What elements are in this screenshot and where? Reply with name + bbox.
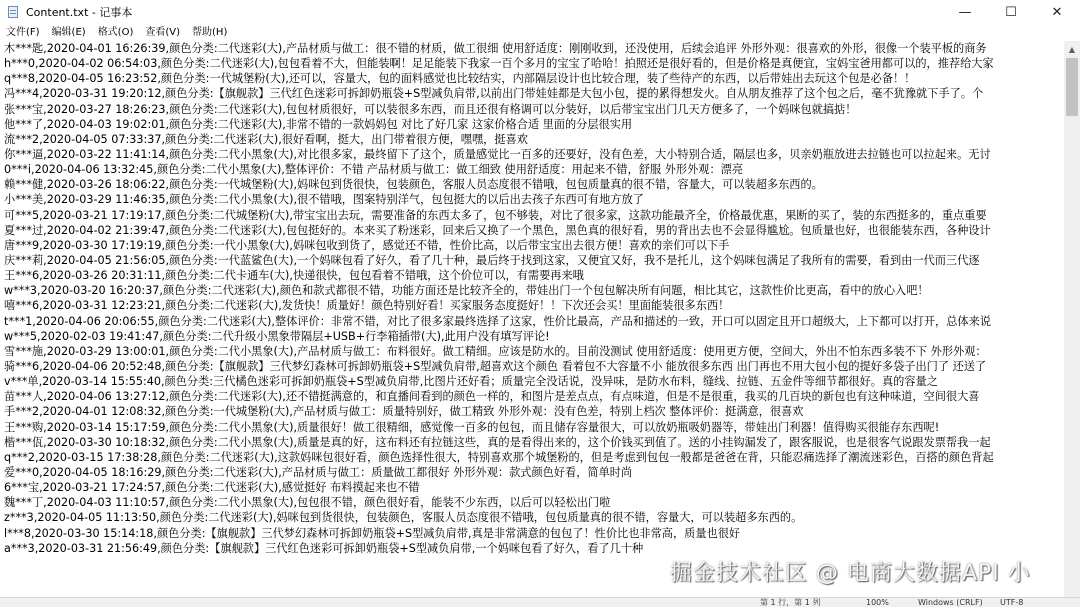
text-editor[interactable] [0,41,1064,597]
text-line: a***3,2020-03-31 21:56:49,颜色分类:【旗舰款】三代红色迷彩可拆卸奶瓶袋+S型减负肩带,一个妈咪包看了好久，看了几十种 [4,541,644,555]
menu-view[interactable]: 查看(V) [145,27,181,38]
window-title: Content.txt - 记事本 [26,6,133,19]
text-line: 骑***6,2020-04-06 20:52:48,颜色分类:【旗舰款】三代梦幻森林可拆卸奶瓶袋+S型减负肩带,超喜欢这个颜色 看着包不大容量不小 能放很多东西 出门再也不用大包小包的提好多袋子出门了 还送了 [4,359,987,373]
text-line: 可***5,2020-03-21 17:19:17,颜色分类:二代城堡粉(大),带宝宝出去玩，需要准备的东西太多了，包不够装，对比了很多家，这款功能最齐全，价格最优惠，果断的买了，装的东西挺多的，重点重要 [4,208,987,222]
text-line: 魏***丁,2020-04-03 11:10:57,颜色分类:二代小黑象(大),包包很不错，颜色很好看，能装不少东西，以后可以轻松出门啦 [4,496,611,510]
text-line: q***8,2020-04-05 16:23:52,颜色分类:一代城堡粉(大),还可以，容量大，包的面料感觉也比较结实，内部隔层设计也比较合理，装了些待产的东西，以后带娃出去玩这个包是必备！！ [4,72,916,86]
notepad-icon [6,5,20,19]
window-controls [942,0,1080,24]
text-line: l***8,2020-03-30 15:14:18,颜色分类:【旗舰款】三代梦幻森林可拆卸奶瓶袋+S型减负肩带,真是非常满意的包包了！性价比也非常高，质量也很好 [4,526,741,540]
text-line: 王***6,2020-03-26 20:31:11,颜色分类:二代卡通车(大),快递很快，包包看着不错哦，这个价位可以，有需要再来哦 [4,269,584,283]
watermark: 掘金技术社区 @ 电商大数据API 小 [670,561,1031,586]
close-button[interactable]: ✕ [1051,4,1063,20]
text-line: 流***2,2020-04-05 07:33:37,颜色分类:二代迷彩(大),很好看啊，挺大，出门带着很方便，嘿嘿，挺喜欢 [4,132,528,146]
minimize-button[interactable]: — [958,4,972,20]
text-line: 王***购,2020-03-14 15:17:59,颜色分类:二代小黑象(大),质量很好！做工很精细，感觉像一百多的包包，而且储存容量很大，可以放奶瓶吸奶器等，带娃出门利器！值得购买很能存东西呢! [4,420,940,434]
text-line: h***0,2020-04-02 06:54:03,颜色分类:二代迷彩(大),包包看着不大，但能装啊！足足能装下我家一百个多月的宝宝了哈哈！拍照还是很好看的，但是价格是真便宜，宝妈宝爸用都可以的，推荐给大家 [4,57,994,71]
text-line: 夏***过,2020-04-02 21:39:47,颜色分类:二代迷彩(大),包包挺好的。本来买了粉迷彩，回来后又换了一个黑色，黑色真的很好看，男的背出去也不会显得尴尬。包质量也好，也很能装东西，各种设计 [4,223,991,237]
status-eol: Windows (CRLF) [918,598,983,607]
menu-file[interactable]: 文件(F) [6,27,40,38]
menu-edit[interactable]: 编辑(E) [51,27,86,38]
text-line: q***2,2020-03-15 17:38:28,颜色分类:二代迷彩(大),这款妈咪包很好看，颜色选择性很大，特别喜欢那个城堡粉的，但是考虑到包包一般都是爸爸在背，只能忍痛选择了潮流迷彩色，百搭的颜色背起 [4,450,994,464]
text-line: 6***宝,2020-03-21 17:24:57,颜色分类:二代迷彩(大),感觉挺好 布料摸起来也不错 [4,481,420,495]
menu-format[interactable]: 格式(O) [97,27,134,38]
text-line: 小***美,2020-03-29 11:46:35,颜色分类:二代小黑象(大),很不错哦，图案特别洋气，包包挺大的以后出去孩子东西可有地方放了 [4,193,644,207]
menu-help[interactable]: 帮助(H) [192,27,228,38]
text-line: 你***逼,2020-03-22 11:41:14,颜色分类:二代小黑象(大),对比很多家，最终留下了这个，质量感觉比一百多的还要好，没有色差，大小特别合适，隔层也多，贝亲奶瓶放进去拉链也可以拉起来。无讨 [4,147,991,161]
maximize-button[interactable]: ☐ [1005,4,1017,20]
text-line: 木***匙,2020-04-01 16:26:39,颜色分类:二代迷彩(大),产品材质与做工：很不错的材质，做工很细 使用舒适度：刚刚收到，还没使用，后续会追评 外形外观：很喜欢的外形，很像一个装平板的商务 [4,42,987,55]
status-encoding: UTF-8 [1000,598,1024,607]
vertical-scrollbar[interactable] [1064,41,1080,597]
text-line: w***3,2020-03-20 16:20:37,颜色分类:二代迷彩(大),颜色和款式都很不错，功能方面还是比较齐全的，带娃出门一个包包解决所有问题，相比其它，这款性价比更高，看中的放心入吧！ [4,284,929,298]
text-line: 楷***佤,2020-03-30 10:18:32,颜色分类:二代小黑象(大),质量是真的好，这布料还有拉链这些，真的是看得出来的，这个价钱买到值了。送的小挂钩漏发了，跟客服说，也是很客气说跟发票帮我一起 [4,435,991,449]
text-line: 庆***莉,2020-04-05 21:56:05,颜色分类:一代蓝鲨色(大),一个妈咪包看了好久，看了几十种，最后终于找到这家，又便宜又好，我不是托儿，这个妈咪包满足了我所有的需要，看到由一代而三代逐 [4,253,980,267]
text-line: 苗***人,2020-04-06 13:27:12,颜色分类:二代迷彩(大),还不错挺满意的，和直播间看到的颜色一样的，和图片是差点点，有点味道，但是不是很重，我买的几百块的新包也有这种味道，空间很大喜 [4,390,980,404]
text-line: 赖***健,2020-03-26 18:06:22,颜色分类:一代城堡粉(大),妈咪包到货很快，包装颜色，客服人员态度很不错哦，包包质量真的很不错，容量大，可以装超多东西的。 [4,178,823,192]
text-line: 手***2,2020-04-01 12:08:32,颜色分类:一代城堡粉(大),产品材质与做工：质量特别好，做工精致 外形外观：没有色差，特别上档次 整体评价：挺满意，很喜欢 [4,405,804,419]
text-line: 张***宝,2020-03-27 18:26:23,颜色分类:二代迷彩(大),包包材质很好，可以装很多东西，而且还很有格调可以分装好，以后带宝宝出门几天方便多了，一个妈咪包就搞掂！ [4,102,857,116]
menu-bar [0,24,1080,42]
title-bar [0,0,1080,24]
text-line: t***1,2020-04-06 20:06:55,颜色分类:二代迷彩(大),整体评价：非常不错，对比了很多家最终选择了这家，性价比最高，产品和描述的一致，开口可以固定且开口超级大，上下都可以打开，总体来说 [4,314,991,328]
text-line: 雪***施,2020-03-29 13:00:01,颜色分类:二代小黑象(大),产品材质与做工：布料很好。做工精细。应该是防水的。目前没测试 使用舒适度：使用更方便，空间大，外出不怕东西多装不下 外形外观： [4,344,987,358]
text-line: w***5,2020-02-03 19:41:47,颜色分类:二代升级小黑象带隔层+USB+行李箱插带(大),此用户没有填写评论! [4,329,550,343]
status-position: 第 1 行，第 1 列 [760,598,821,607]
text-line: 爱***0,2020-04-05 18:16:29,颜色分类:二代迷彩(大),产品材质与做工：质量做工都很好 外形外观：款式颜色好看，简单时尚 [4,465,633,479]
text-line: 嘻***6,2020-03-31 12:23:21,颜色分类:二代迷彩(大),发货快！质量好！颜色特别好看！买家服务态度挺好！！下次还会买！里面能装很多东西！ [4,299,730,313]
text-line: 冯***4,2020-03-31 19:20:12,颜色分类:【旗舰款】三代红色迷彩可拆卸奶瓶袋+S型减负肩带,以前出门带娃娃都是大包小包，提的累得想发火。自从朋友推荐了这个包之后，毫不犹豫就下手了。个 [4,87,984,101]
status-zoom: 100% [866,598,889,607]
text-line: z***3,2020-04-05 11:13:50,颜色分类:二代迷彩(大),妈咪包到货很快，包装颜色，客服人员态度很不错哦，包包质量真的很不错，容量大，可以装超多东西的。 [4,511,803,525]
text-line: 0***i,2020-04-06 13:32:45,颜色分类:二代小黑象(大),整体评价：不错 产品材质与做工：做工细致 使用舒适度：用起来不错，舒服 外形外观：漂亮 [4,163,744,177]
scroll-up-arrow-icon[interactable]: ▲ [1068,44,1076,54]
text-line: 唐***9,2020-03-30 17:19:19,颜色分类:一代小黑象(大),妈咪包收到货了，感觉还不错，性价比高，以后带宝宝出去很方便！喜欢的亲们可以下手 [4,238,730,252]
text-line: 他***了,2020-04-03 19:02:01,颜色分类:二代迷彩(大),非常不错的一款妈妈包 对比了好几家 这家价格合适 里面的分层很实用 [4,117,633,131]
scrollbar-thumb[interactable] [1066,58,1078,116]
text-line: v***单,2020-03-14 15:55:40,颜色分类:三代橘色迷彩可拆卸奶瓶袋+S型减负肩带,比图片还好看；质量完全没话说，没异味，是防水布料，缝线、拉链、五金件等细节都很好。真的容量之 [4,375,938,389]
